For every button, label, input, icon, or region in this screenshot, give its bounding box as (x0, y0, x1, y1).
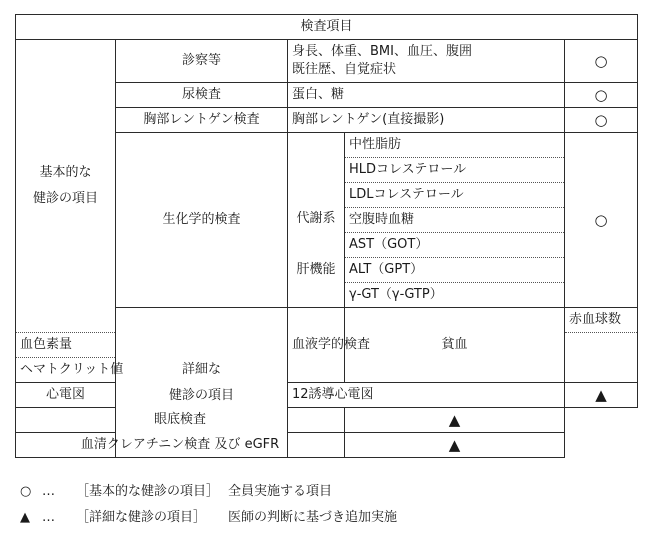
row-shindenzu-name: 心電図 (16, 383, 116, 408)
row-seika-taisha-label-text: 代謝系 (296, 210, 336, 226)
row-shinsatsu-mark: ○ (565, 40, 638, 83)
exam-items-table (15, 14, 638, 458)
row-ketsueki-name: 血液学的検査 (288, 308, 345, 383)
row-shinsatsu-name: 診察等 (116, 40, 288, 83)
row-kyoubu-mark: ○ (565, 108, 638, 133)
row-kessei-name: 血清クレアチニン検査 及び eGFR (16, 433, 345, 458)
row-ketsueki-sub: 貧血 (345, 308, 565, 383)
row-seika-mark: ○ (565, 133, 638, 308)
row-shinsatsu-item-1: 身長、体重、BMI、血圧、腹囲 (292, 44, 472, 59)
legend-dots: … (42, 484, 55, 499)
row-seika-taisha-label (288, 133, 345, 233)
table-header: 検査項目 (16, 15, 638, 40)
row-seika-kan-item-2: ALT（GPT） (345, 258, 565, 283)
row-seika-taisha-item-2: HLDコレステロール (345, 158, 565, 183)
category-detailed-line1: 詳細な (181, 361, 221, 377)
legend-detailed (20, 506, 397, 525)
legend-category: ［詳細な健診の項目］ (76, 510, 207, 525)
row-kyoubu-item: 胸部レントゲン(直接撮影) (288, 108, 565, 133)
row-seika-kan-item-1: AST（GOT） (345, 233, 565, 258)
row-seika-name: 生化学的検査 (116, 133, 288, 308)
row-nyou-mark: ○ (565, 83, 638, 108)
row-seika-taisha-item-3: LDLコレステロール (345, 183, 565, 208)
row-gantei-name: 眼底検査 (16, 408, 345, 433)
legend-dots: … (42, 510, 55, 525)
row-shindenzu-mark: ▲ (565, 383, 638, 408)
row-nyou-item: 蛋白、糖 (288, 83, 565, 108)
table-row (16, 433, 638, 458)
legend-category: ［基本的な健診の項目］ (76, 484, 220, 499)
table-header-row (16, 15, 638, 40)
row-seika-kan-label: 肝機能 (288, 233, 345, 308)
category-basic-line2: 健診の項目 (32, 191, 98, 206)
legend-description: 医師の判断に基づき追加実施 (228, 510, 398, 525)
row-ketsueki-item-3: ヘマトクリット値 (16, 358, 116, 383)
legend-description: 全員実施する項目 (228, 484, 333, 499)
table-row (16, 408, 638, 433)
row-shindenzu-item: 12誘導心電図 (288, 383, 565, 408)
category-detailed-line2: 健診の項目 (168, 387, 234, 403)
row-ketsueki-item-2: 血色素量 (16, 333, 116, 358)
row-shinsatsu-item-2: 既往歴、自覚症状 (292, 62, 397, 77)
table-row (16, 40, 638, 83)
legend-circle-icon: ○ (20, 484, 32, 499)
row-nyou-name: 尿検査 (116, 83, 288, 108)
table-row (16, 383, 638, 408)
row-seika-taisha-item-1: 中性脂肪 (345, 133, 565, 158)
row-ketsueki-item-1: 赤血球数 (565, 308, 638, 333)
category-basic (16, 40, 116, 333)
row-gantei-mark: ▲ (345, 408, 565, 433)
row-kyoubu-name: 胸部レントゲン検査 (116, 108, 288, 133)
row-shinsatsu-items (288, 40, 565, 83)
legend-triangle-icon: ▲ (20, 510, 30, 525)
legend-basic (20, 480, 332, 499)
row-kessei-mark: ▲ (345, 433, 565, 458)
category-basic-line1: 基本的な (39, 165, 92, 180)
row-seika-taisha-item-4: 空腹時血糖 (345, 208, 565, 233)
row-seika-kan-item-3: γ-GT（γ-GTP） (345, 283, 565, 308)
